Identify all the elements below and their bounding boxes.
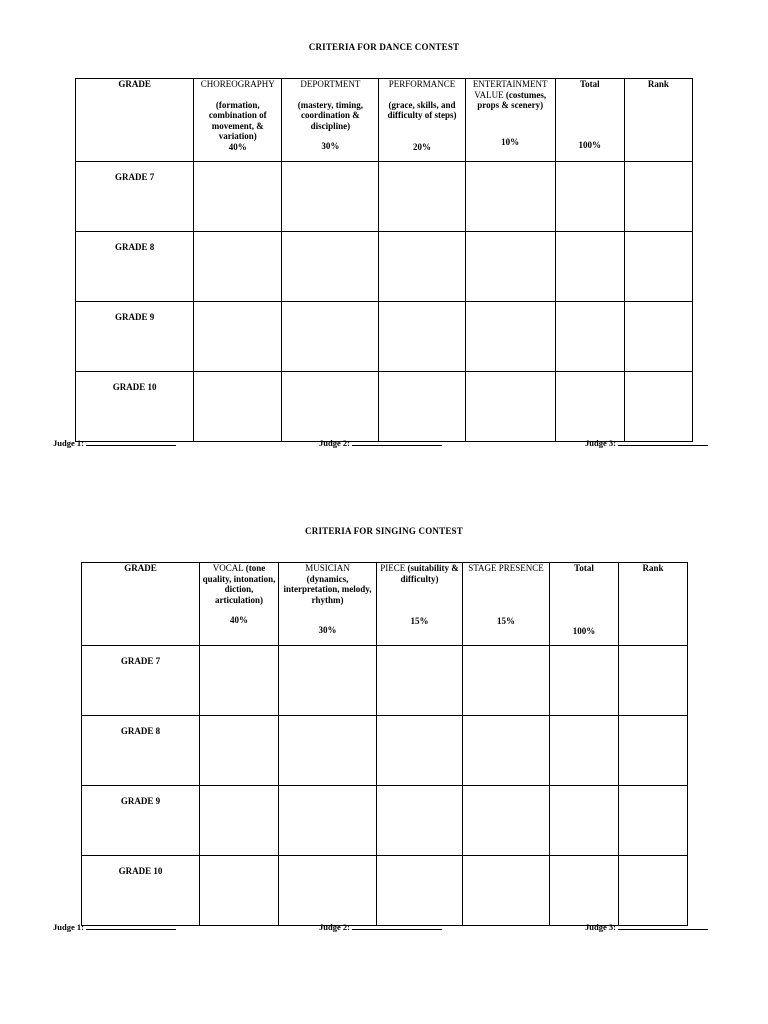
score-cell[interactable] — [200, 856, 279, 926]
total-cell[interactable] — [550, 646, 619, 716]
score-cell[interactable] — [379, 372, 465, 442]
total-cell[interactable] — [555, 232, 624, 302]
table-row — [82, 856, 688, 926]
score-cell[interactable] — [379, 162, 465, 232]
dance-header-choreography: CHOREOGRAPHY (formation, combination of movement, & variation) 40% — [194, 79, 282, 162]
grade-label: GRADE 10 — [82, 856, 200, 926]
judge-2-signature[interactable]: Judge 2: — [319, 438, 442, 448]
judge-1-signature[interactable]: Judge 1: — [53, 438, 176, 448]
score-cell[interactable] — [465, 232, 555, 302]
grade-label: GRADE 8 — [82, 716, 200, 786]
score-cell[interactable] — [465, 302, 555, 372]
singing-header-vocal: VOCAL (tone quality, intonation, diction, articulation) 40% — [200, 563, 279, 646]
judge-2-signature[interactable]: Judge 2: — [319, 922, 442, 932]
grade-label: GRADE 9 — [76, 302, 194, 372]
score-cell[interactable] — [279, 856, 377, 926]
score-cell[interactable] — [279, 646, 377, 716]
dance-header-grade: GRADE — [76, 79, 194, 162]
score-cell[interactable] — [279, 786, 377, 856]
dance-header-rank: Rank — [624, 79, 692, 162]
score-cell[interactable] — [377, 646, 463, 716]
total-cell[interactable] — [555, 302, 624, 372]
score-cell[interactable] — [194, 372, 282, 442]
grade-label: GRADE 8 — [76, 232, 194, 302]
table-row — [76, 372, 693, 442]
score-cell[interactable] — [194, 232, 282, 302]
total-cell[interactable] — [555, 162, 624, 232]
score-cell[interactable] — [379, 232, 465, 302]
score-cell[interactable] — [465, 372, 555, 442]
score-cell[interactable] — [377, 786, 463, 856]
rank-cell[interactable] — [619, 716, 688, 786]
score-cell[interactable] — [465, 162, 555, 232]
score-cell[interactable] — [200, 646, 279, 716]
table-row — [82, 716, 688, 786]
dance-header-deportment: DEPORTMENT (mastery, timing, coordination & discipline) 30% — [282, 79, 379, 162]
singing-title: CRITERIA FOR SINGING CONTEST — [305, 526, 463, 536]
singing-header-row — [82, 563, 688, 646]
rank-cell[interactable] — [619, 786, 688, 856]
signature-line[interactable] — [86, 438, 176, 446]
score-cell[interactable] — [282, 232, 379, 302]
table-row — [76, 232, 693, 302]
score-cell[interactable] — [282, 302, 379, 372]
rank-cell[interactable] — [624, 302, 692, 372]
score-cell[interactable] — [377, 716, 463, 786]
rank-cell[interactable] — [619, 856, 688, 926]
score-cell[interactable] — [463, 856, 550, 926]
score-cell[interactable] — [194, 302, 282, 372]
score-cell[interactable] — [282, 372, 379, 442]
score-cell[interactable] — [200, 786, 279, 856]
dance-criteria-table — [75, 78, 693, 442]
signature-line[interactable] — [618, 438, 708, 446]
dance-header-total: Total 100% — [555, 79, 624, 162]
grade-label: GRADE 9 — [82, 786, 200, 856]
judge-3-signature[interactable]: Judge 3: — [585, 438, 708, 448]
judge-1-signature[interactable]: Judge 1: — [53, 922, 176, 932]
table-row — [76, 162, 693, 232]
dance-header-performance: PERFORMANCE (grace, skills, and difficulty of steps) 20% — [379, 79, 465, 162]
singing-criteria-table — [81, 562, 688, 926]
rank-cell[interactable] — [624, 162, 692, 232]
singing-header-piece: PIECE (suitability & difficulty) 15% — [377, 563, 463, 646]
grade-label: GRADE 7 — [82, 646, 200, 716]
dance-title: CRITERIA FOR DANCE CONTEST — [308, 42, 460, 52]
score-cell[interactable] — [282, 162, 379, 232]
table-row — [82, 786, 688, 856]
signature-line[interactable] — [618, 922, 708, 930]
total-cell[interactable] — [550, 856, 619, 926]
total-cell[interactable] — [550, 716, 619, 786]
score-cell[interactable] — [194, 162, 282, 232]
score-cell[interactable] — [463, 716, 550, 786]
table-row — [82, 646, 688, 716]
signature-line[interactable] — [352, 922, 442, 930]
singing-header-musician: MUSICIAN (dynamics, interpretation, melody, rhythm) 30% — [279, 563, 377, 646]
singing-header-total: Total 100% — [550, 563, 619, 646]
signature-line[interactable] — [86, 922, 176, 930]
total-cell[interactable] — [555, 372, 624, 442]
table-row — [76, 302, 693, 372]
judge-3-signature[interactable]: Judge 3: — [585, 922, 708, 932]
total-cell[interactable] — [550, 786, 619, 856]
score-cell[interactable] — [200, 716, 279, 786]
rank-cell[interactable] — [619, 646, 688, 716]
dance-header-row — [76, 79, 693, 162]
score-cell[interactable] — [379, 302, 465, 372]
signature-line[interactable] — [352, 438, 442, 446]
rank-cell[interactable] — [624, 232, 692, 302]
score-cell[interactable] — [279, 716, 377, 786]
singing-header-rank: Rank — [619, 563, 688, 646]
singing-header-grade: GRADE — [82, 563, 200, 646]
grade-label: GRADE 7 — [76, 162, 194, 232]
singing-header-stage-presence: STAGE PRESENCE 15% — [463, 563, 550, 646]
rank-cell[interactable] — [624, 372, 692, 442]
score-cell[interactable] — [463, 786, 550, 856]
grade-label: GRADE 10 — [76, 372, 194, 442]
score-cell[interactable] — [377, 856, 463, 926]
dance-header-entertainment: ENTERTAINMENT VALUE (costumes, props & scenery) 10% — [465, 79, 555, 162]
score-cell[interactable] — [463, 646, 550, 716]
